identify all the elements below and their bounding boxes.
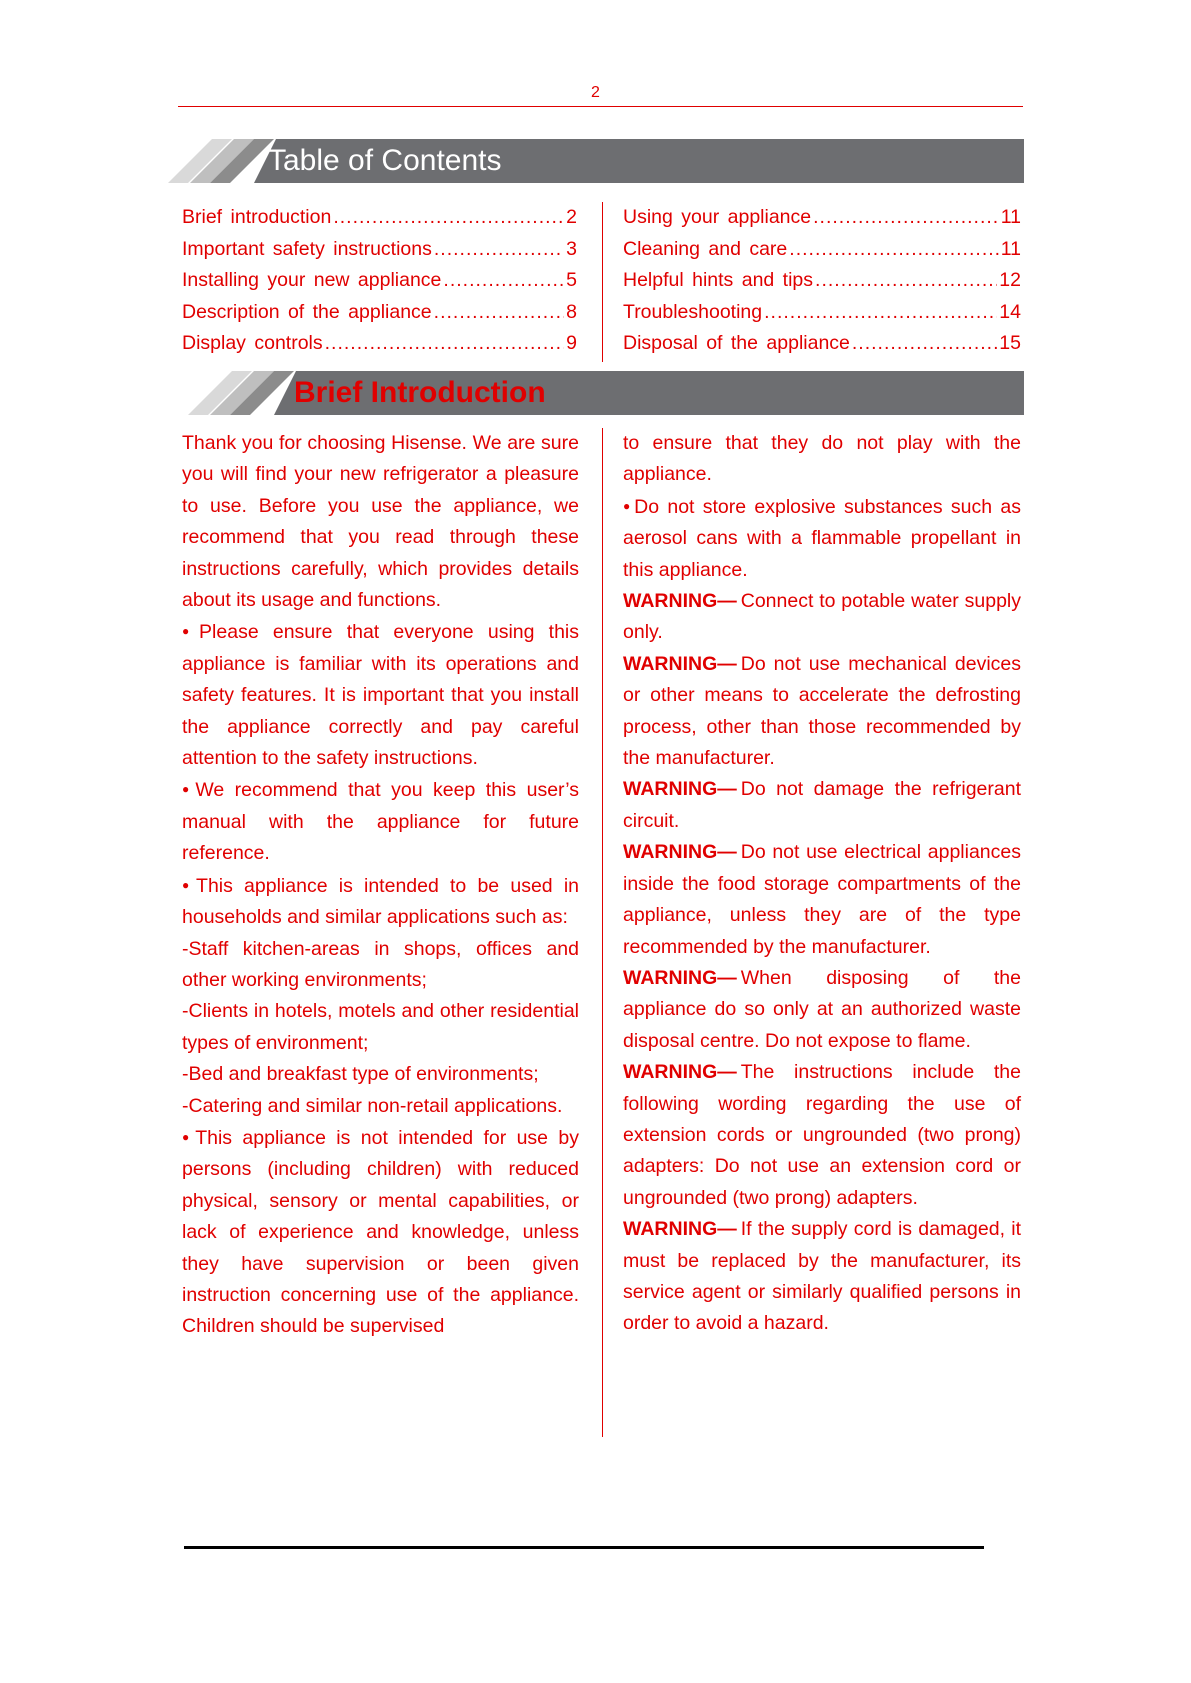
dash-marker: -	[182, 1000, 189, 1023]
warning-paragraph	[623, 837, 1021, 963]
dash-item-text: Bed and breakfast type of environments;	[188, 1063, 539, 1086]
warning-label: WARNING	[623, 778, 718, 801]
toc-leader-dots	[813, 206, 999, 229]
warning-text: Connect to potable water supply only.	[623, 590, 1021, 644]
bullet-paragraph: ● This appliance is intended to be used in households and similar applications such as:	[182, 870, 579, 934]
warning-dash: —	[717, 652, 737, 675]
warning-dash: —	[717, 1061, 737, 1084]
warning-label: WARNING	[623, 966, 718, 989]
warning-paragraph	[623, 649, 1021, 775]
dash-marker: -	[182, 1094, 189, 1117]
warning-dash: —	[717, 778, 737, 801]
warning-dash: —	[717, 966, 737, 989]
toc-leader-dots	[815, 269, 997, 292]
warning-paragraph	[623, 1214, 1021, 1340]
dash-item	[182, 996, 579, 1059]
toc-divider	[602, 202, 603, 362]
intro-banner	[188, 371, 1024, 415]
warning-text: Do not damage the refrigerant circuit.	[623, 778, 1021, 832]
intro-title: Brief Introduction	[294, 376, 546, 409]
toc-entry-page: 12	[999, 269, 1021, 291]
body-paragraph: to ensure that they do not play with the appliance.	[623, 432, 1021, 486]
page-number: 2	[591, 84, 600, 101]
toc-entry-label: Brief introduction	[182, 206, 332, 228]
toc-entry-label: Important safety instructions	[182, 237, 432, 260]
toc-entry-page: 11	[1000, 206, 1021, 228]
body-divider	[602, 428, 603, 1437]
toc-entry-label: Display controls	[182, 332, 323, 354]
warning-label: WARNING	[623, 1061, 718, 1084]
footer-rule	[184, 1546, 984, 1549]
toc-entry	[623, 301, 1021, 333]
toc-entry-page: 2	[566, 206, 577, 228]
body-paragraph: Thank you for choosing Hisense. We are sure you will find your new refrigerator a pleasure to use. Before you use the appliance, we recommend that you read through these instructions carefully, which provides details about its usage and functions.	[182, 432, 579, 612]
bullet-paragraph: ● Do not store explosive substances such as aerosol cans with a flammable propellant in this appliance.	[623, 491, 1021, 586]
toc-leader-dots	[852, 332, 997, 355]
dash-marker: -	[182, 937, 189, 960]
intro-left-column	[182, 428, 579, 1343]
dash-item	[182, 934, 579, 997]
toc-entry	[182, 238, 577, 270]
toc-entry	[623, 238, 1021, 270]
toc-entry	[182, 332, 577, 364]
toc-entry	[182, 301, 577, 333]
toc-left-column	[182, 206, 577, 364]
toc-entry-label: Description of the appliance	[182, 300, 432, 323]
toc-leader-dots	[789, 238, 998, 261]
toc-entry-label: Helpful hints and tips	[623, 269, 814, 291]
warning-label: WARNING	[623, 590, 718, 613]
toc-entry	[623, 269, 1021, 301]
toc-leader-dots	[764, 301, 997, 324]
toc-entry-label: Disposal of the appliance	[623, 332, 850, 354]
toc-leader-dots	[434, 238, 564, 261]
toc-banner	[168, 139, 1024, 183]
warning-text: The instructions include the following wording regarding the use of extension cords or ungrounded (two prong) adapters: Do not use an extension cord or ungrounded (two prong) adapters.	[623, 1061, 1021, 1209]
dash-item-text: Clients in hotels, motels and other residential types of environment;	[182, 1000, 579, 1054]
toc-entry-page: 5	[566, 269, 577, 291]
warning-text: If the supply cord is damaged, it must be replaced by the manufacturer, its service agent or similarly qualified persons in order to avoid a hazard.	[623, 1218, 1021, 1335]
warning-paragraph	[623, 774, 1021, 837]
toc-entry-label: Cleaning and care	[623, 237, 788, 260]
dash-item-text: Catering and similar non-retail applications.	[188, 1094, 563, 1117]
toc-entry-page: 11	[1000, 237, 1021, 260]
toc-title: Table of Contents	[268, 144, 502, 177]
warning-dash: —	[717, 590, 737, 613]
dash-item-text: Staff kitchen-areas in shops, offices and other working environments;	[182, 937, 579, 991]
toc-entry-page: 14	[999, 300, 1021, 323]
warning-text: Do not use electrical appliances inside the food storage compartments of the appliance, unless they are of the type recommended by the manufacturer.	[623, 841, 1021, 958]
toc-entry	[182, 206, 577, 238]
header-rule	[178, 106, 1023, 107]
warning-paragraph	[623, 963, 1021, 1057]
warning-text: When disposing of the appliance do so only at an authorized waste disposal centre. Do not expose to flame.	[623, 966, 1021, 1052]
toc-leader-dots	[333, 206, 564, 229]
toc-entry-label: Troubleshooting	[623, 300, 763, 323]
warning-dash: —	[717, 841, 737, 864]
toc-entry-page: 15	[999, 332, 1021, 354]
warning-paragraph	[623, 1057, 1021, 1214]
bullet-paragraph: ● This appliance is not intended for use by persons (including children) with reduced physical, sensory or mental capabilities, or lack of experience and knowledge, unless they have supervision or been given instruction concerning use of the appliance. Children should be supervised	[182, 1122, 579, 1343]
bullet-paragraph: ● We recommend that you keep this user’s manual with the appliance for future reference.	[182, 774, 579, 869]
toc-entry	[623, 332, 1021, 364]
dash-marker: -	[182, 1063, 189, 1086]
toc-entry-label: Installing your new appliance	[182, 269, 442, 291]
warning-text: Do not use mechanical devices or other means to accelerate the defrosting process, other than those recommended by the manufacturer.	[623, 652, 1021, 770]
toc-leader-dots	[325, 332, 565, 355]
warning-paragraph	[623, 586, 1021, 649]
intro-right-column	[623, 428, 1021, 1340]
toc-entry-page: 8	[566, 300, 577, 323]
toc-entry-page: 3	[566, 237, 577, 260]
dash-item	[182, 1059, 579, 1090]
toc-entry-page: 9	[566, 332, 577, 354]
toc-entry	[623, 206, 1021, 238]
warning-label: WARNING	[623, 1218, 718, 1241]
toc-right-column	[623, 206, 1021, 364]
dash-item	[182, 1091, 579, 1122]
warning-label: WARNING	[623, 841, 718, 864]
toc-entry-label: Using your appliance	[623, 206, 812, 228]
warning-label: WARNING	[623, 652, 718, 675]
warning-dash: —	[717, 1218, 737, 1241]
bullet-paragraph: ● Please ensure that everyone using this appliance is familiar with its operations and safety features. It is important that you install the appliance correctly and pay careful attention to the safety instructions.	[182, 616, 579, 774]
toc-entry	[182, 269, 577, 301]
toc-leader-dots	[434, 301, 564, 324]
toc-leader-dots	[443, 269, 564, 292]
